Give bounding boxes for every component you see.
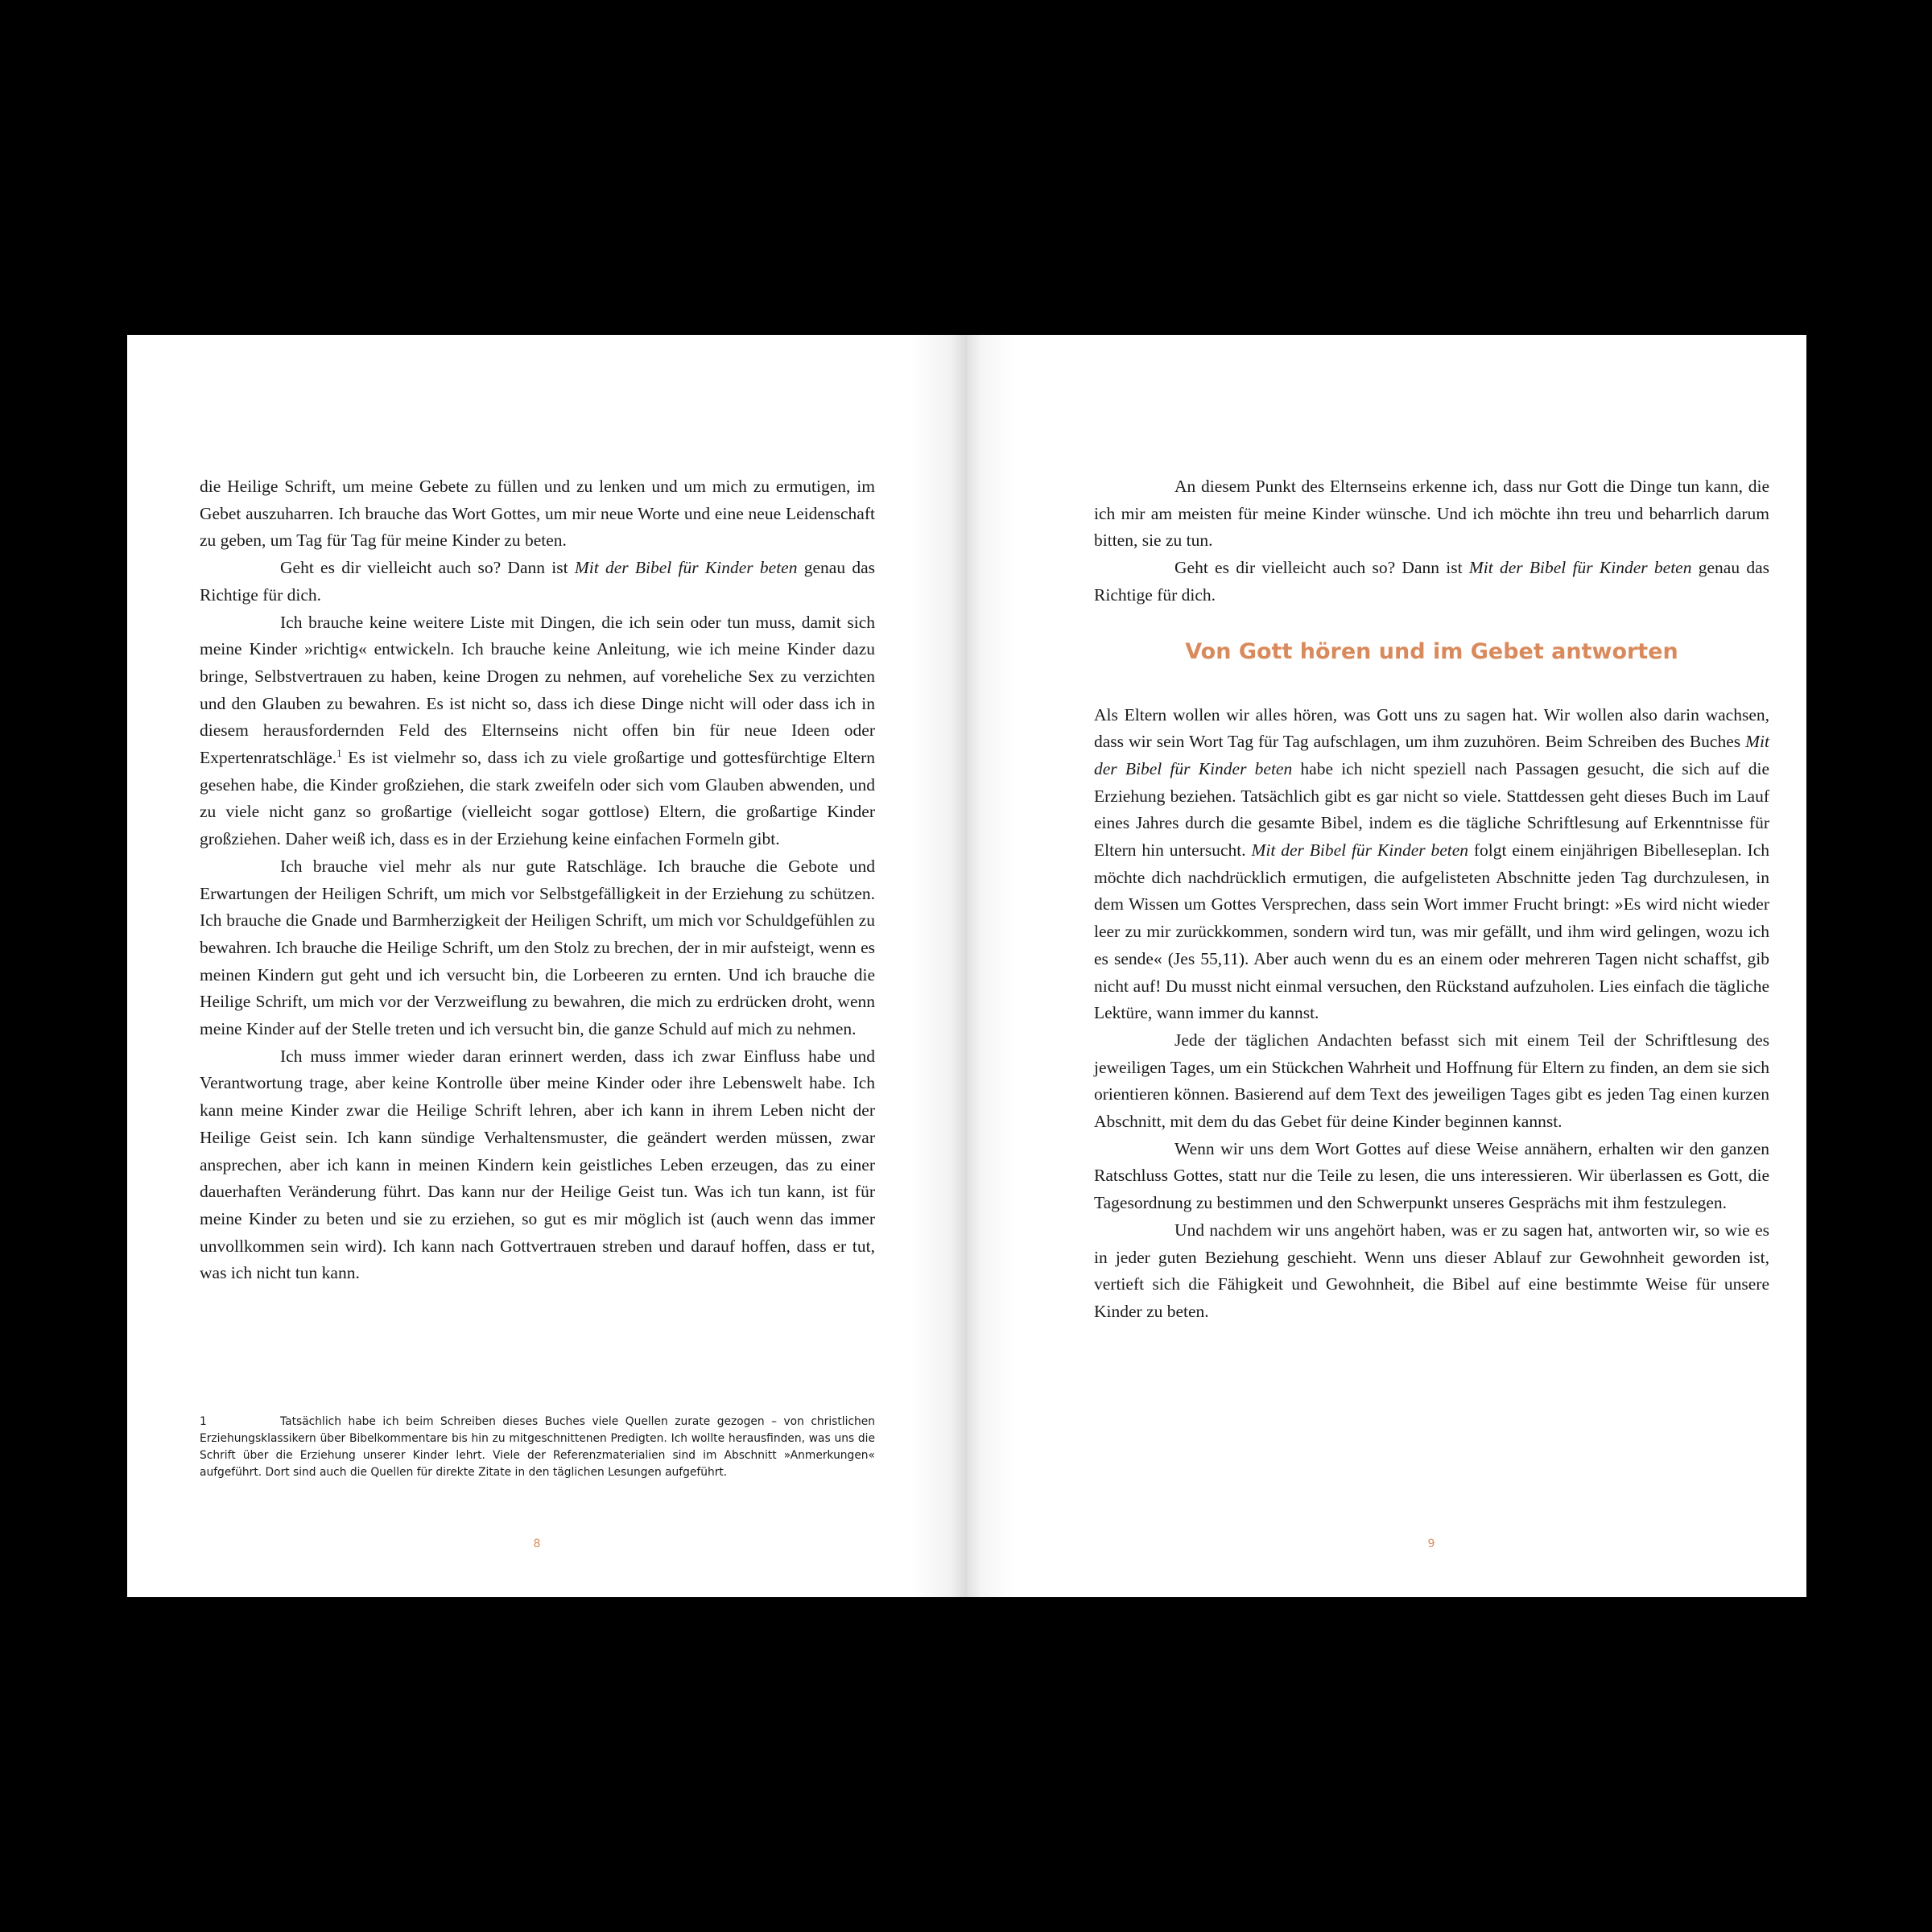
left-body-text xyxy=(200,473,875,1287)
page-number-left: 8 xyxy=(533,1538,541,1550)
section-heading: Von Gott hören und im Gebet antworten xyxy=(1185,638,1678,664)
page-number-right: 9 xyxy=(1427,1538,1435,1550)
book-title-italic: Mit der Bibel für Kinder beten xyxy=(574,558,798,578)
left-paragraph-3: Ich brauche keine weitere Liste mit Dingen, die ich sein oder tun muss, damit sich meine Kinder »richtig« entwickeln. Ich brauche keine Anleitung, wie ich meine Kinder dazu bringe, Selbstvertrauen zu haben, keine Drogen zu nehmen, auf voreheliche Sex zu verzichten und den Glauben zu bewahren. Es ist nicht so, dass ich diese Dinge nicht will oder dass ich in diesem herausfordernden Feld des Elternseins nicht offen bin für neue Ideen oder Expertenratschläge.$^1$ Es ist vielmehr so, dass ich zu viele großartige und gottesfürchtige Eltern gesehen habe, die Kinder großziehen, die stark zweifeln oder sich vom Glauben abwenden, und zu viele nicht ganz so großartige (vielleicht sogar gottlose) Eltern, die großartige Kinder großziehen. Daher weiß ich, dass es in der Erziehung keine einfachen Formeln gibt. xyxy=(200,612,875,849)
right-body-text xyxy=(1094,473,1769,1326)
right-paragraph-5: Wenn wir uns dem Wort Gottes auf diese Weise annähern, erhalten wir den ganzen Ratschluss Gottes, statt nur die Teile zu lesen, die uns interessieren. Wir überlassen es Gott, die Tagesordnung zu bestimmen und den Schwerpunkt unseres Gesprächs mit ihm festzulegen. xyxy=(1094,1138,1769,1213)
left-paragraph-4: Ich brauche viel mehr als nur gute Ratschläge. Ich brauche die Gebote und Erwartungen der Heiligen Schrift, um mich vor Selbstgefälligkeit in der Erziehung zu schützen. Ich brauche die Gnade und Barmherzigkeit der Heiligen Schrift, um mich vor Schuldgefühlen zu bewahren. Ich brauche die Heilige Schrift, um den Stolz zu brechen, der in mir aufsteigt, wenn es meinen Kindern gut geht und ich versucht bin, die Lorbeeren zu ernten. Und ich brauche die Heilige Schrift, um mich vor der Verzweiflung zu bewahren, die mich zu erdrücken droht, wenn meine Kinder auf der Stelle treten und ich versucht bin, die ganze Schuld auf mich zu nehmen. xyxy=(200,856,875,1039)
book-spread xyxy=(127,335,1806,1597)
left-paragraph-2: Geht es dir vielleicht auch so? Dann ist Mit der Bibel für Kinder beten genau das Richtige für dich. xyxy=(200,558,875,605)
footnote xyxy=(200,1414,875,1481)
left-paragraph-1: die Heilige Schrift, um meine Gebete zu füllen und zu lenken und um mich zu ermutigen, im Gebet auszuharren. Ich brauche das Wort Gottes, um mir neue Worte und eine neue Leidenschaft zu geben, um Tag für Tag für meine Kinder zu beten. xyxy=(200,477,875,551)
book-title-italic: Mit der Bibel für Kinder beten xyxy=(1251,840,1469,861)
right-paragraph-3: Als Eltern wollen wir alles hören, was Gott uns zu sagen hat. Wir wollen also darin wachsen, dass wir sein Wort Tag für Tag aufschlagen, um ihm zuzuhören. Beim Schreiben des Buches Mit der Bibel für Kinder beten habe ich nicht speziell nach Passagen gesucht, die sich auf die Erziehung beziehen. Tatsächlich gibt es gar nicht so viele. Stattdessen geht dieses Buch im Lauf eines Jahres durch die gesamte Bibel, indem es die tägliche Schriftlesung auf Erkenntnisse für Eltern hin untersucht. Mit der Bibel für Kinder beten folgt einem einjährigen Bibelleseplan. Ich möchte dich nachdrücklich ermutigen, die aufgelisteten Abschnitte jeden Tag durchzulesen, in dem Wissen um Gottes Versprechen, dass sein Wort immer Frucht bringt: »Es wird nicht wieder leer zu mir zurückkommen, sondern wird tun, was mir gefällt, und ihm wird gelingen, wozu ich es sende« (Jes 55,11). Aber auch wenn du es an einem oder mehreren Tagen nicht schaffst, gib nicht auf! Du musst nicht einmal versuchen, den Rückstand aufzuholen. Lies einfach die tägliche Lektüre, wann immer du kannst. xyxy=(1094,704,1769,1023)
right-paragraph-2: Geht es dir vielleicht auch so? Dann ist Mit der Bibel für Kinder beten genau das Richtige für dich. xyxy=(1094,558,1769,605)
book-title-italic: Mit der Bibel für Kinder beten xyxy=(1468,558,1692,578)
right-page xyxy=(967,335,1806,1597)
right-paragraph-4: Jede der täglichen Andachten befasst sich mit einem Teil der Schriftlesung des jeweiligen Tages, um ein Stückchen Wahrheit und Hoffnung für Eltern zu finden, an dem sie sich orientieren können. Basierend auf dem Text des jeweiligen Tages gibt es jeden Tag einen kurzen Abschnitt, mit dem du das Gebet für deine Kinder beginnen kannst. xyxy=(1094,1030,1769,1132)
gutter-shadow-left xyxy=(910,335,967,1597)
right-paragraph-1: An diesem Punkt des Elternseins erkenne ich, dass nur Gott die Dinge tun kann, die ich mir am meisten für meine Kinder wünsche. Und ich möchte ihn treu und beharrlich darum bitten, sie zu tun. xyxy=(1094,477,1769,551)
right-paragraph-6: Und nachdem wir uns angehört haben, was er zu sagen hat, antworten wir, so wie es in jeder guten Beziehung geschieht. Wenn uns dieser Ablauf zur Gewohnheit geworden ist, vertieft sich die Fähigkeit und Gewohnheit, die Bibel auf eine bestimmte Weise für unsere Kinder zu beten. xyxy=(1094,1220,1769,1321)
left-page xyxy=(127,335,967,1597)
footnote-number: 1 xyxy=(200,1415,207,1428)
footnote-text: Tatsächlich habe ich beim Schreiben dieses Buches viele Quellen zurate gezogen – von christlichen Erziehungsklassikern über Bibelkommentare bis hin zu mitgeschnittenen Predigten. Ich wollte herausfinden, was uns die Schrift über die Erziehung unserer Kinder lehrt. Viele der Referenzmaterialien sind im Abschnitt »Anmerkungen« aufgeführt. Dort sind auch die Quellen für direkte Zitate in den täglichen Lesungen aufgeführt. xyxy=(200,1415,875,1479)
book-title-italic: Mit der Bibel für Kinder beten xyxy=(1094,732,1769,778)
footnote-reference[interactable]: 1 xyxy=(336,746,342,759)
left-paragraph-5: Ich muss immer wieder daran erinnert werden, dass ich zwar Einfluss habe und Verantwortung trage, aber keine Kontrolle über meine Kinder oder ihre Lebenswelt habe. Ich kann meine Kinder zwar die Heilige Schrift lehren, aber ich kann in ihrem Leben nicht der Heilige Geist sein. Ich kann sündige Verhaltensmuster, die geändert werden müssen, zwar ansprechen, aber ich kann in meinen Kindern kein geistliches Leben erzeugen, das zu einer dauerhaften Veränderung führt. Das kann nur der Heilige Geist tun. Was ich tun kann, ist für meine Kinder zu beten und sie zu erziehen, so gut es mir möglich ist (auch wenn das immer unvollkommen sein wird). Ich kann nach Gottvertrauen streben und darauf hoffen, dass er tut, was ich nicht tun kann. xyxy=(200,1046,875,1283)
gutter-shadow-right xyxy=(967,335,1015,1597)
